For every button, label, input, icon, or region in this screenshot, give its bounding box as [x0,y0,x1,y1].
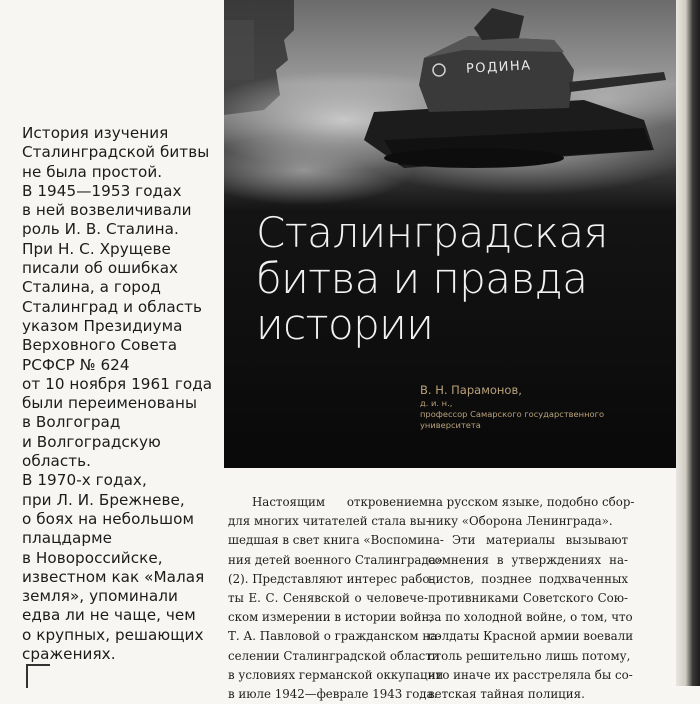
author-name: В. Н. Парамонов, [420,383,522,397]
sidebar-line: Верховного Совета [22,336,178,355]
sidebar-line: роль И. В. Сталина. [22,220,179,239]
author-desc-line: д. и. н., [420,398,453,408]
title-line: истории [256,300,434,349]
sidebar-line: от 10 ноября 1961 года [22,374,213,393]
body-line: ветская тайная полиция. [428,687,585,702]
body-line: столь решительно лишь потому, [428,648,631,663]
author-credentials [420,398,670,431]
body-line: ском измерении в истории войн, [228,610,434,625]
body-column-left [228,493,444,704]
sidebar-line: В 1945—1953 годах [22,181,182,200]
sidebar-line: В 1970-х годах, [22,471,147,490]
sidebar-line: Сталинградской битвы [22,143,210,162]
body-line: Эти материалы вызывают [452,533,628,548]
sidebar-line: История изучения [22,124,169,142]
sidebar-line: едва ли не чаще, чем [22,606,196,625]
sidebar-line: не была простой. [22,162,163,181]
body-line: в июле 1942—феврале 1943 года. [228,687,438,702]
body-line: что иначе их расстреляла бы со- [428,667,633,682]
sidebar-line: известном как «Малая [22,567,205,586]
body-line: селении Сталинградской области [228,648,440,663]
author-desc-line: университета [420,420,481,430]
body-line: Настоящим откровением [252,495,428,509]
body-line: (2). Представляют интерес рабо- [228,571,434,586]
body-line: шедшая в свет книга «Воспомина- [228,533,444,548]
sidebar-line: и Волгоградскую [22,432,161,451]
title-line: Сталинградская [256,208,608,257]
body-line: ты Е. С. Сенявской о человече- [228,591,428,606]
turret-inscription: РОДИНА [465,58,532,77]
sidebar-line: сражениях. [22,645,116,664]
sidebar-line: в Новороссийске, [22,548,163,567]
body-line: Т. А. Павловой о гражданском на- [228,629,442,644]
sidebar-line: при Л. И. Брежневе, [22,490,185,509]
sidebar-line: в Волгоград [22,413,121,432]
body-line: ния детей военного Сталинграда» [228,552,443,567]
body-line: для многих читателей стала вы- [228,514,430,529]
body-line: в условиях германской оккупации [228,667,444,682]
sidebar-line: Сталинград и область [22,297,203,316]
sidebar-line: в ней возвеличивали [22,201,192,220]
sidebar-text [22,124,222,664]
page-edge-shadow [676,0,700,686]
article-title [256,210,666,348]
sidebar-line: область. [22,452,92,471]
sidebar-line: указом Президиума [22,316,183,335]
corner-mark [26,664,50,688]
author-block [420,383,670,431]
sidebar-line: При Н. С. Хрущеве [22,239,171,258]
sidebar-line: были переименованы [22,394,197,413]
body-line: противниками Советского Сою- [428,591,628,606]
sidebar-line: писали об ошибках [22,259,179,278]
body-line: цистов, позднее подхваченных [428,571,628,586]
sidebar-line: земля», упоминали [22,587,178,606]
sidebar-line: РСФСР № 624 [22,355,130,374]
sidebar-line: Сталина, а город [22,278,161,297]
sidebar-line: о крупных, решающих [22,625,204,644]
body-column-right [428,493,635,704]
author-desc-line: профессор Самарского государственного [420,409,605,419]
sidebar-line: о боях на небольшом [22,509,194,528]
header-photo [224,0,676,468]
sidebar-line: плацдарме [22,529,112,548]
title-line: битва и правда [256,254,588,303]
body-line: на русском языке, подобно сбор- [428,495,635,509]
body-line: нику «Оборона Ленинграда». [428,514,613,529]
body-line: сомнения в утверждениях на- [428,552,628,567]
body-line: за по холодной войне, о том, что [428,610,633,625]
body-line: солдаты Красной армии воевали [428,629,634,644]
